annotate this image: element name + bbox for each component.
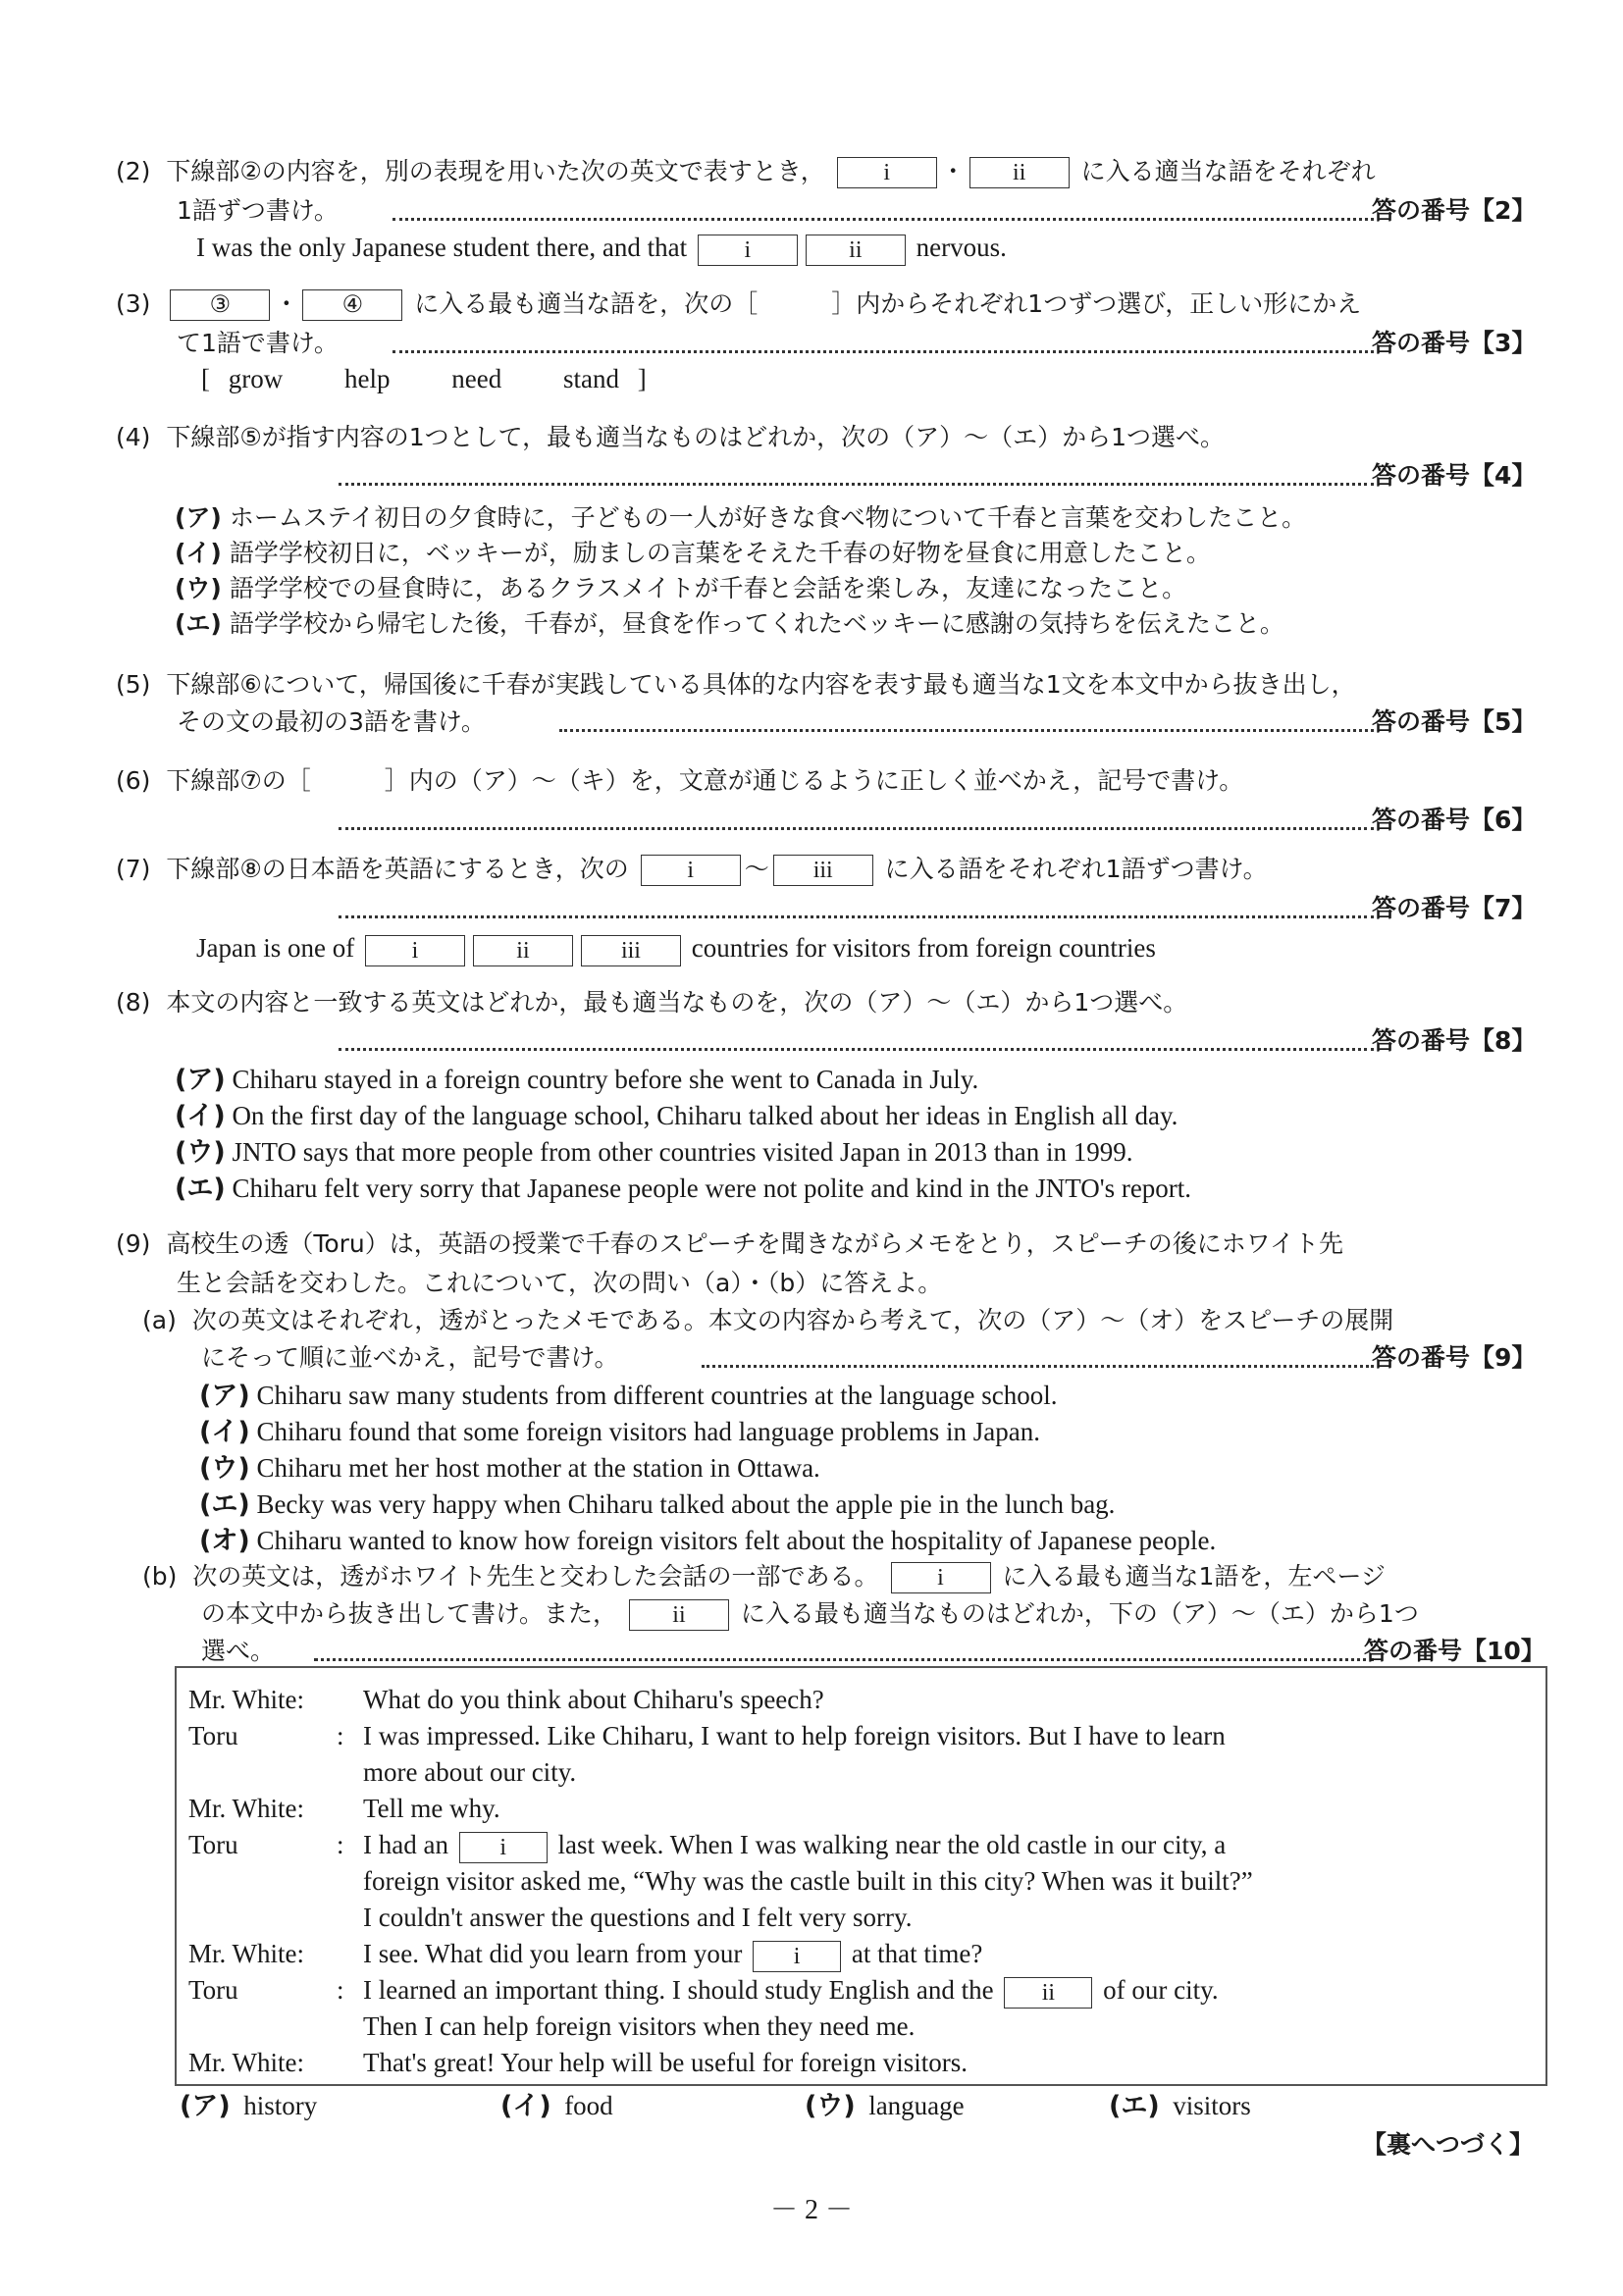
option-label: (ウ): [805, 2091, 856, 2121]
dotted-leader: [393, 350, 1374, 353]
q2-instruction: 1語ずつ書け。: [177, 196, 339, 225]
dialog-line: more about our city.: [363, 1757, 577, 1787]
option-text: 語学学校初日に，ベッキーが，励ましの言葉をそえた千春の好物を昼食に用意したこと。: [229, 539, 1211, 567]
choice-word: help: [344, 364, 391, 393]
blank-box-ii: ii: [969, 157, 1070, 188]
dialog-line: [363, 1936, 982, 1972]
dialog-line: Tell me why.: [363, 1794, 500, 1823]
answer-number: 答の番号【10】: [1364, 1637, 1545, 1665]
dotted-leader: [702, 1365, 1374, 1368]
option-label: (ウ): [199, 1453, 250, 1484]
option-label: (ア): [180, 2091, 231, 2121]
blank-box-i: i: [891, 1562, 991, 1593]
dotted-leader: [339, 483, 1374, 486]
q9a-instruction: にそって順に並べかえ，記号で書け。: [201, 1343, 619, 1372]
option: [175, 1171, 1191, 1207]
q8-prompt: [116, 985, 1187, 1020]
option: [175, 536, 1211, 571]
question-number: (6): [116, 766, 151, 795]
q9b-prompt: [142, 1559, 1386, 1594]
q7-prompt: [116, 852, 1268, 887]
option: [175, 571, 1186, 606]
option-text: history: [243, 2091, 318, 2120]
q3-choices: [201, 361, 647, 396]
blank-box-3: ③: [170, 289, 270, 321]
bracket: ]: [637, 364, 647, 393]
memo-option: [199, 1378, 1057, 1414]
q7-text: 下線部⑧の日本語を英語にするとき，次の: [166, 855, 629, 883]
option-label: (エ): [1109, 2091, 1160, 2121]
option-text: Chiharu wanted to know how foreign visitors felt about the hospitality of Japanese people.: [256, 1526, 1217, 1555]
speaker-toru: Toru: [188, 1975, 238, 2005]
option-label: (エ): [175, 609, 222, 638]
q2-sentence: [196, 230, 1007, 266]
answer-number: 答の番号【2】: [1372, 196, 1537, 225]
option-text: language: [868, 2091, 965, 2120]
blank-box-ii: ii: [1004, 1977, 1092, 2009]
memo-option: [199, 1487, 1115, 1523]
dialog-line: Then I can help foreign visitors when they need me.: [363, 2011, 916, 2041]
speaker-mr-white: Mr. White:: [188, 1939, 304, 1968]
choice-visitors: [1109, 2088, 1251, 2124]
option-text: Chiharu felt very sorry that Japanese people were not polite and kind in the JNTO's report.: [232, 1174, 1192, 1203]
option-text: Chiharu found that some foreign visitors had language problems in Japan.: [256, 1417, 1041, 1446]
option-text: Becky was very happy when Chiharu talked about the apple pie in the lunch bag.: [256, 1489, 1116, 1519]
question-number: (2): [116, 157, 151, 185]
dotted-leader: [314, 1658, 1374, 1661]
sub-question-label: (a): [142, 1306, 177, 1334]
q2-prompt: [116, 154, 1376, 189]
dialog-line: I was impressed. Like Chiharu, I want to help foreign visitors. But I have to learn: [363, 1721, 1226, 1750]
dialog-line: [363, 1827, 1226, 1863]
blank-box-i: i: [698, 235, 798, 266]
dialog-line: That's great! Your help will be useful for foreign visitors.: [363, 2048, 969, 2077]
q9b-line-2: [201, 1596, 1419, 1632]
blank-box-i: i: [459, 1832, 548, 1863]
answer-number: 答の番号【8】: [1372, 1026, 1537, 1055]
speaker-mr-white: Mr. White:: [188, 1685, 304, 1714]
dotted-leader: [339, 1048, 1374, 1051]
memo-option: [199, 1450, 820, 1487]
q3-prompt: [116, 287, 1361, 322]
choice-word: need: [451, 364, 502, 393]
blank-box-iii: iii: [773, 855, 873, 886]
blank-box-i: i: [641, 855, 741, 886]
q6-text: 下線部⑦の［ ］内の（ア）～（キ）を，文意が通じるように正しく並べかえ，記号で書け。: [166, 766, 1244, 795]
answer-number: 答の番号【5】: [1372, 707, 1537, 736]
q4-prompt: [116, 420, 1225, 455]
tilde: ～: [744, 855, 769, 883]
colon: :: [337, 1830, 344, 1859]
q5-text: 下線部⑥について，帰国後に千春が実践している具体的な内容を表す最も適当な1文を本文中から抜き出し，: [166, 670, 1356, 699]
blank-box-i: i: [837, 157, 937, 188]
q5-instruction: その文の最初の3語を書け。: [177, 707, 486, 736]
sentence-text-2: countries for visitors from foreign countries: [691, 933, 1156, 963]
answer-number: 答の番号【9】: [1372, 1343, 1537, 1372]
q3-text: に入る最も適当な語を，次の［ ］内からそれぞれ1つずつ選び，正しい形にかえ: [414, 289, 1362, 318]
dialog-text: I learned an important thing. I should study English and the: [363, 1975, 994, 2005]
q7-sentence: [196, 930, 1156, 966]
question-number: (4): [116, 423, 151, 451]
q9b-text-2: に入る最も適当な1語を，左ページ: [1002, 1562, 1386, 1591]
sentence-text: Japan is one of: [196, 933, 355, 963]
option-label: (ウ): [175, 574, 222, 602]
separator: ・: [274, 289, 299, 318]
blank-box-i: i: [365, 935, 465, 966]
question-number: (8): [116, 988, 151, 1017]
bracket: [: [201, 364, 210, 393]
page-number: － 2 －: [769, 2195, 853, 2225]
option: [175, 606, 1284, 642]
dialog-text: I see. What did you learn from your: [363, 1939, 743, 1968]
q7-text-2: に入る語をそれぞれ1語ずつ書け。: [884, 855, 1268, 883]
option-text: Chiharu met her host mother at the station in Ottawa.: [256, 1453, 820, 1483]
q9b-text-3: の本文中から抜き出して書け。また，: [201, 1599, 618, 1628]
dotted-leader: [559, 729, 1374, 732]
continue-note: 【裏へつづく】: [1362, 2130, 1535, 2159]
option-text: 語学学校から帰宅した後，千春が，昼食を作ってくれたベッキーに感謝の気持ちを伝えたこと。: [229, 609, 1284, 638]
speaker-mr-white: Mr. White:: [188, 1794, 304, 1823]
answer-number: 答の番号【6】: [1372, 806, 1537, 834]
option-label: (イ): [500, 2091, 551, 2121]
option-text: ホームステイ初日の夕食時に，子どもの一人が好きな食べ物について千春と言葉を交わしたこと。: [229, 503, 1307, 532]
option-label: (イ): [199, 1417, 250, 1447]
speaker-toru: Toru: [188, 1721, 238, 1750]
blank-box-4: ④: [302, 289, 402, 321]
option-label: (ウ): [175, 1137, 226, 1168]
q9b-text-4: に入る最も適当なものはどれか，下の（ア）～（エ）から1つ: [740, 1599, 1419, 1628]
memo-option: [199, 1523, 1216, 1559]
choice-food: [500, 2088, 613, 2124]
option-text: Chiharu saw many students from different countries at the language school.: [256, 1381, 1058, 1410]
option-label: (ア): [175, 503, 222, 532]
speaker-toru: Toru: [188, 1830, 238, 1859]
sentence-text-2: nervous.: [916, 233, 1007, 262]
option-label: (ア): [199, 1381, 250, 1411]
option: [175, 1062, 978, 1098]
sentence-text: I was the only Japanese student there, and that: [196, 233, 688, 262]
colon: :: [337, 1975, 344, 2005]
answer-number: 答の番号【7】: [1372, 894, 1537, 922]
blank-box-ii: ii: [629, 1599, 729, 1631]
choice-word: grow: [228, 364, 284, 393]
q8-text: 本文の内容と一致する英文はどれか，最も適当なものを，次の（ア）～（エ）から1つ選べ。: [166, 988, 1188, 1017]
option-text: JNTO says that more people from other countries visited Japan in 2013 than in 1999.: [232, 1137, 1133, 1167]
colon: :: [337, 1721, 344, 1750]
option-label: (ア): [175, 1065, 226, 1095]
option-text: On the first day of the language school, Chiharu talked about her ideas in English all day.: [232, 1101, 1178, 1130]
option-text: food: [564, 2091, 613, 2120]
question-number: (5): [116, 670, 151, 699]
blank-box-ii: ii: [473, 935, 573, 966]
dialog-text: at that time?: [851, 1939, 983, 1968]
q9b-instruction: 選べ。: [201, 1637, 276, 1665]
speaker-mr-white: Mr. White:: [188, 2048, 304, 2077]
dialog-text: last week. When I was walking near the old castle in our city, a: [557, 1830, 1227, 1859]
q4-text: 下線部⑤が指す内容の1つとして，最も適当なものはどれか，次の（ア）～（エ）から1つ選べ。: [166, 423, 1226, 451]
q2-text-2: に入る適当な語をそれぞれ: [1080, 157, 1376, 185]
dotted-leader: [393, 218, 1374, 221]
question-number: (9): [116, 1229, 151, 1258]
q9b-text: 次の英文は，透がホワイト先生と交わした会話の一部である。: [192, 1562, 879, 1591]
choice-language: [805, 2088, 965, 2124]
dotted-leader: [339, 827, 1374, 830]
option: [175, 1134, 1133, 1171]
separator: ・: [940, 157, 966, 185]
choice-history: [180, 2088, 317, 2124]
q9-text: 高校生の透（Toru）は，英語の授業で千春のスピーチを聞きながらメモをとり，スピーチの後にホワイト先: [166, 1229, 1344, 1258]
q9a-text: 次の英文はそれぞれ，透がとったメモである。本文の内容から考えて，次の（ア）～（オ）をスピーチの展開: [191, 1306, 1394, 1334]
option: [175, 500, 1306, 536]
dialog-line: foreign visitor asked me, “Why was the castle built in this city? When was it built?”: [363, 1866, 1253, 1896]
option-label: (オ): [199, 1526, 250, 1556]
question-number: (3): [116, 289, 151, 318]
q9-text-2: 生と会話を交わした。これについて，次の問い（a）・（b）に答えよ。: [177, 1269, 943, 1297]
option-text: 語学学校での昼食時に，あるクラスメイトが千春と会話を楽しみ，友達になったこと。: [229, 574, 1187, 602]
q6-prompt: [116, 763, 1243, 799]
choice-word: stand: [562, 364, 619, 393]
option: [175, 1098, 1178, 1134]
dialog-line: I couldn't answer the questions and I felt very sorry.: [363, 1903, 913, 1932]
sub-question-label: (b): [142, 1562, 178, 1591]
dotted-leader: [339, 915, 1374, 918]
q2-text: 下線部②の内容を，別の表現を用いた次の英文で表すとき，: [166, 157, 825, 185]
option-text: Chiharu stayed in a foreign country before she went to Canada in July.: [232, 1065, 979, 1094]
option-label: (イ): [175, 1101, 226, 1131]
question-number: (7): [116, 855, 151, 883]
dialog-line: [363, 1972, 1219, 2009]
q5-prompt: [116, 667, 1356, 703]
dialog-line: What do you think about Chiharu's speech?: [363, 1685, 824, 1714]
dialog-text: of our city.: [1103, 1975, 1219, 2005]
option-label: (エ): [199, 1489, 250, 1520]
q9-prompt: [116, 1226, 1343, 1262]
option-text: visitors: [1173, 2091, 1251, 2120]
dialog-box: [175, 1666, 1547, 2086]
memo-option: [199, 1414, 1040, 1450]
blank-box-ii: ii: [806, 235, 906, 266]
blank-box-i: i: [753, 1941, 841, 1972]
option-label: (イ): [175, 539, 222, 567]
option-label: (エ): [175, 1174, 226, 1204]
dialog-text: I had an: [363, 1830, 448, 1859]
blank-box-iii: iii: [581, 935, 681, 966]
answer-number: 答の番号【4】: [1372, 461, 1537, 490]
q9a-prompt: [142, 1303, 1393, 1338]
q3-instruction: て1語で書け。: [177, 329, 339, 357]
answer-number: 答の番号【3】: [1372, 329, 1537, 357]
